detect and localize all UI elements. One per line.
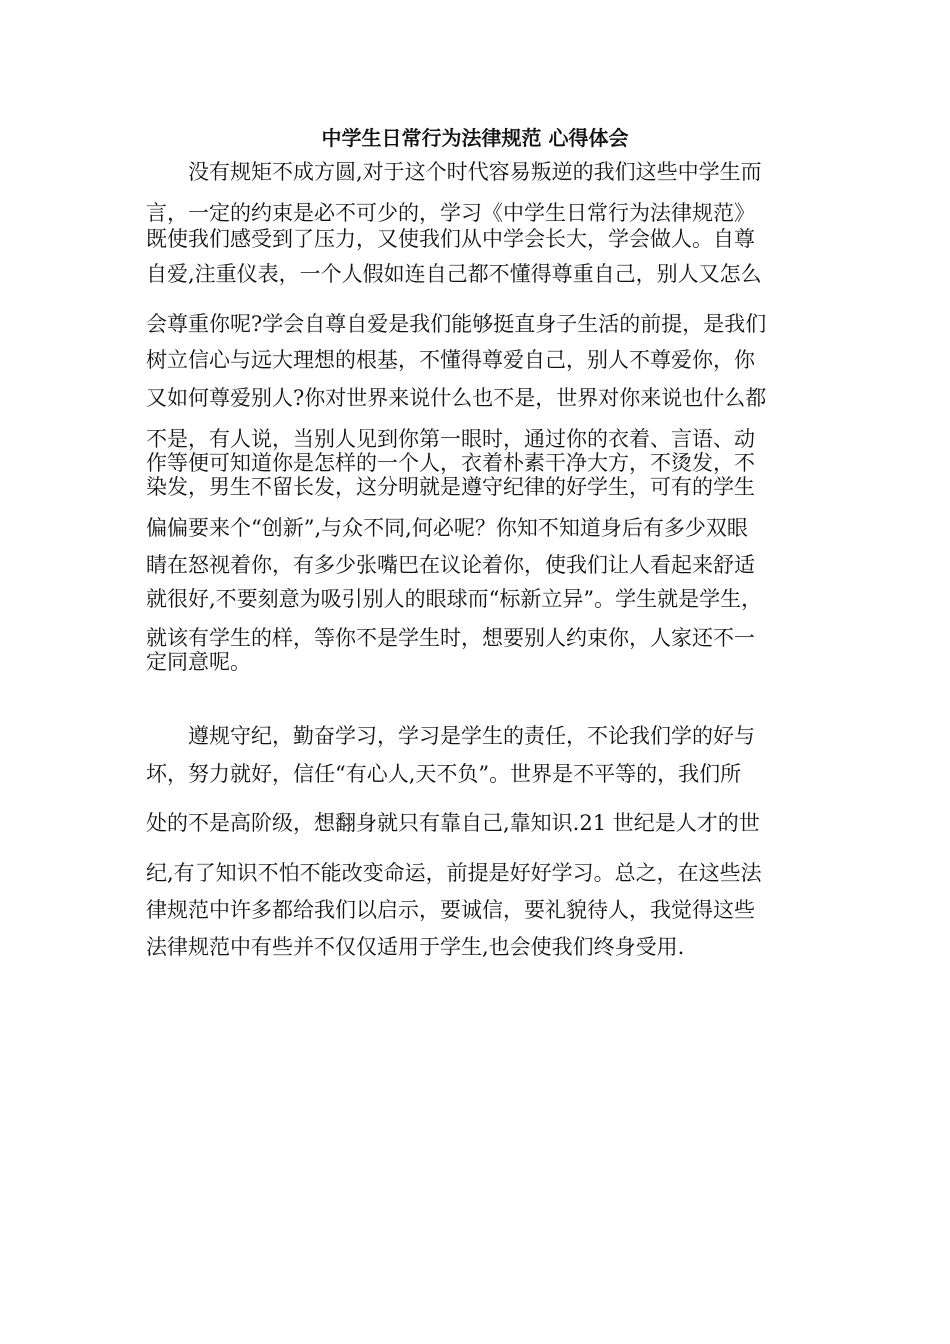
text-line: 作等便可知道你是怎样的一个人，衣着朴素干净大方，不烫发，不 <box>146 451 755 475</box>
document-title: 中学生日常行为法律规范 心得体会 <box>321 126 629 150</box>
text-line: 言，一定的约束是必不可少的，学习《中学生日常行为法律规范》 <box>146 201 755 225</box>
text-line: 坏，努力就好，信任“有心人,天不负”。世界是不平等的，我们所 <box>146 762 742 786</box>
text-line: 染发，男生不留长发，这分明就是遵守纪律的好学生，可有的学生 <box>146 475 755 499</box>
text-line: 自爱,注重仪表，一个人假如连自己都不懂得尊重自己，别人又怎么 <box>146 262 762 286</box>
text-line: 又如何尊爱别人?你对世界来说什么也不是，世界对你来说也什么都 <box>146 386 767 410</box>
text-line: 处的不是高阶级，想翻身就只有靠自己,靠知识.21 世纪是人才的世 <box>146 811 760 835</box>
text-line: 法律规范中有些并不仅仅适用于学生,也会使我们终身受用. <box>146 935 685 959</box>
text-line: 偏偏要来个“创新”,与众不同,何必呢？你知不知道身后有多少双眼 <box>146 516 748 540</box>
text-line: 不是，有人说，当别人见到你第一眼时，通过你的衣着、言语、动 <box>146 427 755 451</box>
text-line: 会尊重你呢?学会自尊自爱是我们能够挺直身子生活的前提，是我们 <box>146 312 767 336</box>
text-line: 既使我们感受到了压力，又使我们从中学会长大，学会做人。自尊 <box>146 227 755 251</box>
text-line: 没有规矩不成方圆,对于这个时代容易叛逆的我们这些中学生而 <box>188 160 762 184</box>
text-line: 睛在怒视着你，有多少张嘴巴在议论着你，使我们让人看起来舒适 <box>146 553 755 577</box>
text-line: 定同意呢。 <box>146 650 251 674</box>
text-line: 遵规守纪，勤奋学习，学习是学生的责任，不论我们学的好与 <box>188 724 755 748</box>
text-line: 树立信心与远大理想的根基，不懂得尊爱自己，别人不尊爱你，你 <box>146 348 755 372</box>
text-line: 就该有学生的样，等你不是学生时，想要别人约束你，人家还不一 <box>146 626 755 650</box>
text-line: 律规范中许多都给我们以启示，要诚信，要礼貌待人，我觉得这些 <box>146 898 755 922</box>
text-line: 纪,有了知识不怕不能改变命运，前提是好好学习。总之，在这些法 <box>146 861 762 885</box>
text-line: 就很好,不要刻意为吸引别人的眼球而“标新立异”。学生就是学生， <box>146 587 763 611</box>
